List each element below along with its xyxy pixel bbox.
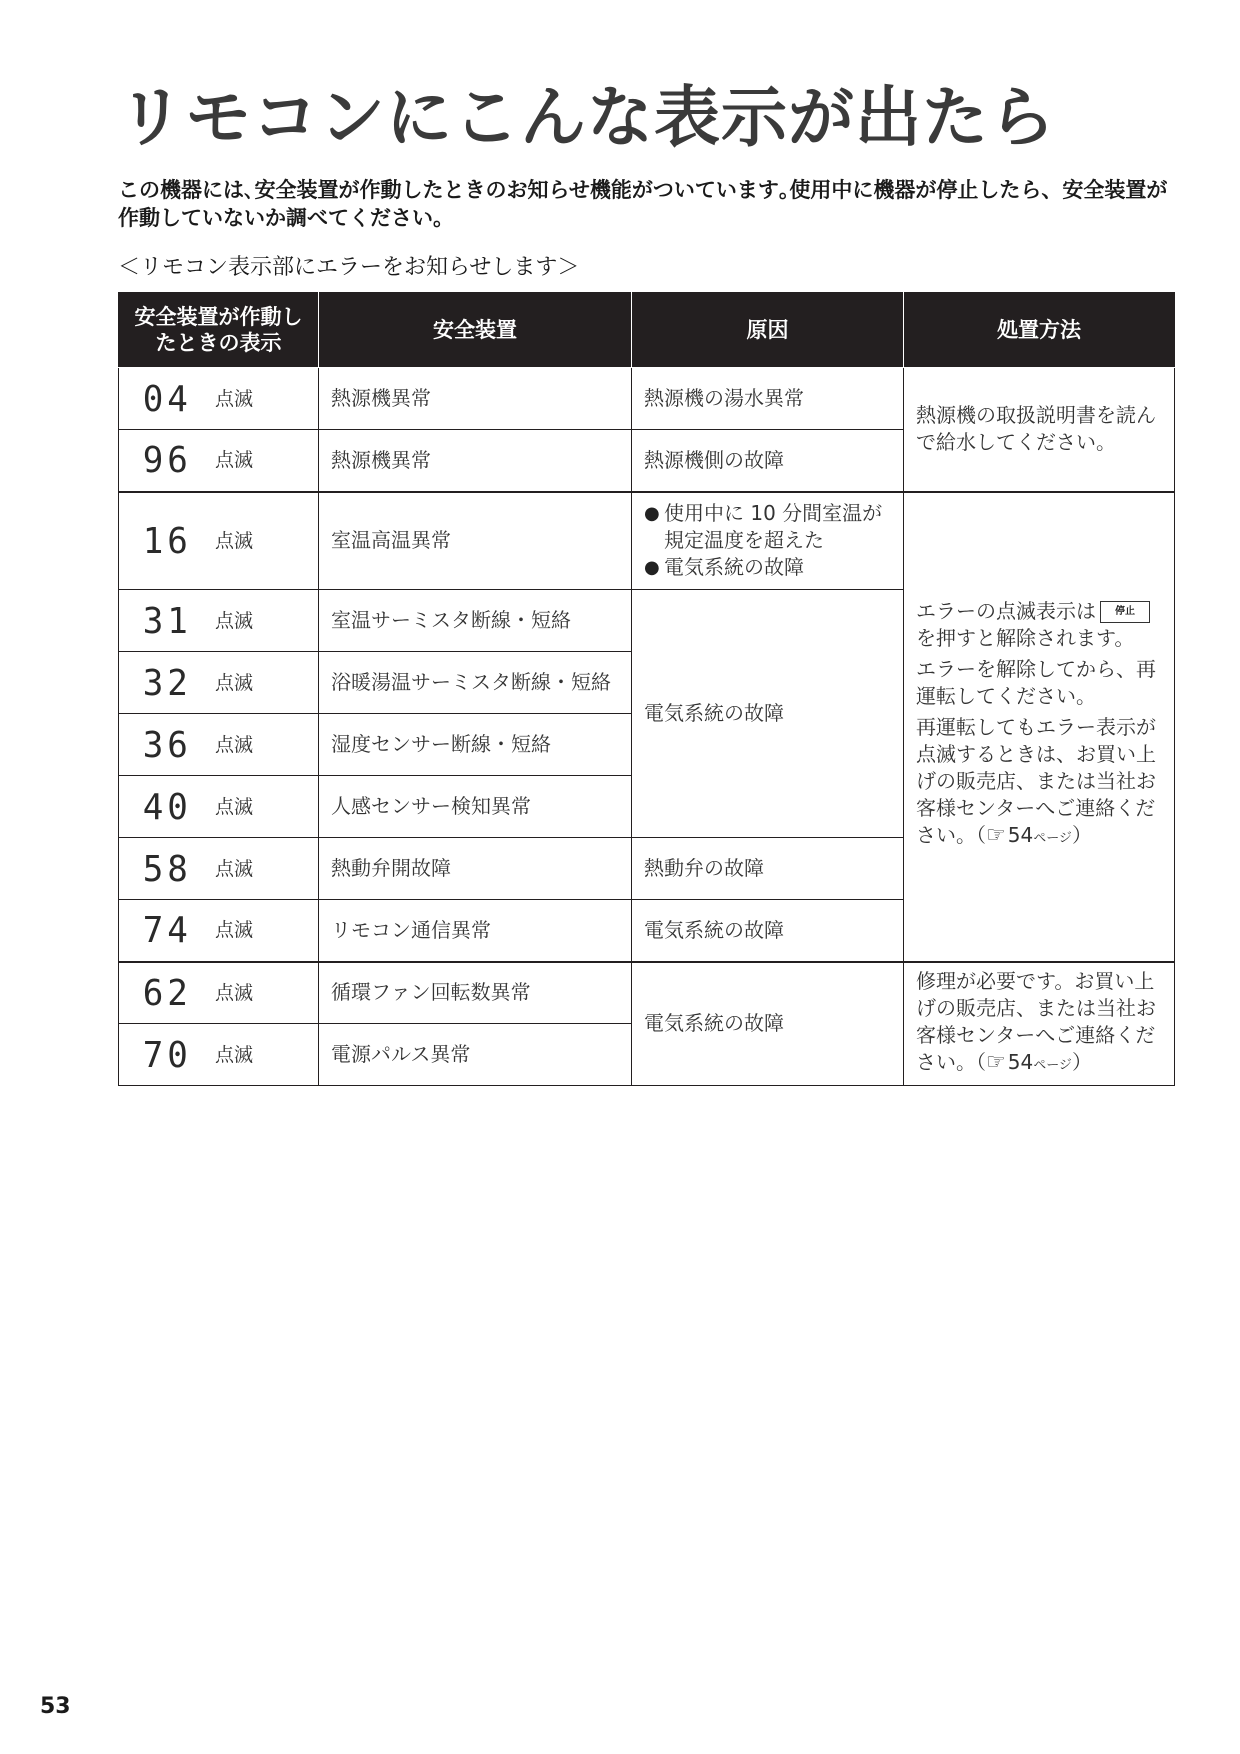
cause-list — [644, 500, 891, 581]
header-device: 安全装置 — [319, 293, 632, 368]
cause-cell: 熱源機側の故障 — [632, 430, 904, 492]
action-reset-para2: エラーを解除してから、再運転してください。 — [916, 656, 1156, 708]
page-title: リモコンにこんな表示が出たら — [118, 79, 1056, 156]
action-repair — [904, 962, 1175, 1086]
cause-cell: 電気系統の故障 — [632, 900, 904, 962]
error-code: 58 — [142, 848, 192, 890]
blink-label: 点滅 — [215, 733, 254, 756]
action-text: ） — [1071, 1050, 1092, 1075]
cause-cell: 熱源機の湯水異常 — [632, 368, 904, 430]
blink-label: 点滅 — [215, 981, 254, 1004]
action-reset-para3 — [916, 714, 1162, 852]
error-code-cell — [119, 838, 319, 900]
device-cell: 室温高温異常 — [319, 492, 632, 590]
error-code: 04 — [142, 378, 192, 420]
device-cell: 湿度センサー断線・短絡 — [319, 714, 632, 776]
blink-label: 点滅 — [215, 449, 254, 472]
action-text: を押すと解除されます。 — [916, 625, 1135, 650]
device-cell: 室温サーミスタ断線・短絡 — [319, 590, 632, 652]
pointing-hand-icon: ☞ — [986, 1050, 1006, 1076]
stop-button-icon: 停止 — [1100, 601, 1150, 623]
error-code-cell — [119, 368, 319, 430]
table-header-row — [119, 293, 1175, 368]
error-code: 62 — [142, 972, 192, 1014]
cause-list-item: ● 使用中に 10 分間室温が規定温度を超えた — [644, 500, 891, 554]
blink-label: 点滅 — [215, 1043, 254, 1066]
error-code: 31 — [142, 600, 192, 642]
action-reset-line1 — [916, 598, 1162, 652]
error-code: 40 — [142, 786, 192, 828]
page-ref: 54 — [1007, 1050, 1034, 1075]
device-cell: リモコン通信異常 — [319, 900, 632, 962]
error-code-cell — [119, 962, 319, 1024]
action-text: 修理が必要です。お買い上げの販売店、または当社お客様センターへご連絡ください。（ — [916, 969, 1156, 1075]
error-code-cell — [119, 430, 319, 492]
header-cause: 原因 — [632, 293, 904, 368]
table-row — [119, 368, 1175, 430]
page-number: 53 — [40, 1694, 71, 1719]
error-code: 96 — [142, 440, 192, 482]
error-code: 36 — [142, 724, 192, 766]
error-code-cell — [119, 714, 319, 776]
error-code: 74 — [142, 910, 192, 952]
blink-label: 点滅 — [215, 795, 254, 818]
action-reset — [904, 492, 1175, 962]
device-cell: 熱動弁開故障 — [319, 838, 632, 900]
page-ref: 54 — [1007, 822, 1034, 847]
device-cell: 人感センサー検知異常 — [319, 776, 632, 838]
cause-cell-merged: 電気系統の故障 — [632, 590, 904, 838]
action-text: ） — [1071, 822, 1092, 847]
pointing-hand-icon: ☞ — [986, 822, 1006, 848]
table-row — [119, 492, 1175, 590]
cause-cell — [632, 492, 904, 590]
device-cell: 循環ファン回転数異常 — [319, 962, 632, 1024]
device-cell: 熱源機異常 — [319, 368, 632, 430]
action-text: エラーの点滅表示は — [916, 598, 1096, 623]
action-heat-source: 熱源機の取扱説明書を読んで給水してください。 — [904, 368, 1175, 492]
device-cell: 浴暖湯温サーミスタ断線・短絡 — [319, 652, 632, 714]
device-cell: 熱源機異常 — [319, 430, 632, 492]
intro-text: この機器には､安全装置が作動したときのお知らせ機能がついています｡使用中に機器が停止したら、安全装置が作動していないか調べてください。 — [118, 178, 1168, 230]
header-action: 処置方法 — [904, 293, 1175, 368]
cause-cell-merged: 電気系統の故障 — [632, 962, 904, 1086]
cause-list-item: ● 電気系統の故障 — [644, 554, 891, 581]
cause-cell: 熱動弁の故障 — [632, 838, 904, 900]
device-cell: 電源パルス異常 — [319, 1024, 632, 1086]
error-code-cell — [119, 652, 319, 714]
blink-label: 点滅 — [215, 387, 254, 410]
error-code-cell — [119, 1024, 319, 1086]
header-display: 安全装置が作動したときの表示 — [119, 293, 319, 368]
error-code-cell — [119, 492, 319, 590]
error-code-table — [118, 292, 1175, 1086]
blink-label: 点滅 — [215, 857, 254, 880]
section-subtitle: ＜リモコン表示部にエラーをお知らせします＞ — [118, 255, 580, 280]
blink-label: 点滅 — [215, 671, 254, 694]
page-unit: ページ — [1033, 1058, 1072, 1074]
blink-label: 点滅 — [215, 919, 254, 942]
error-code: 70 — [142, 1034, 192, 1076]
error-code-cell — [119, 776, 319, 838]
error-code: 16 — [142, 520, 192, 562]
error-code-cell — [119, 590, 319, 652]
error-code-cell — [119, 900, 319, 962]
blink-label: 点滅 — [215, 529, 254, 552]
blink-label: 点滅 — [215, 609, 254, 632]
error-code: 32 — [142, 662, 192, 704]
page-unit: ページ — [1033, 830, 1072, 846]
action-text: 再運転してもエラー表示が点滅するときは、お買い上げの販売店、または当社お客様センターへご連絡ください。（ — [916, 714, 1156, 847]
table-row — [119, 962, 1175, 1024]
